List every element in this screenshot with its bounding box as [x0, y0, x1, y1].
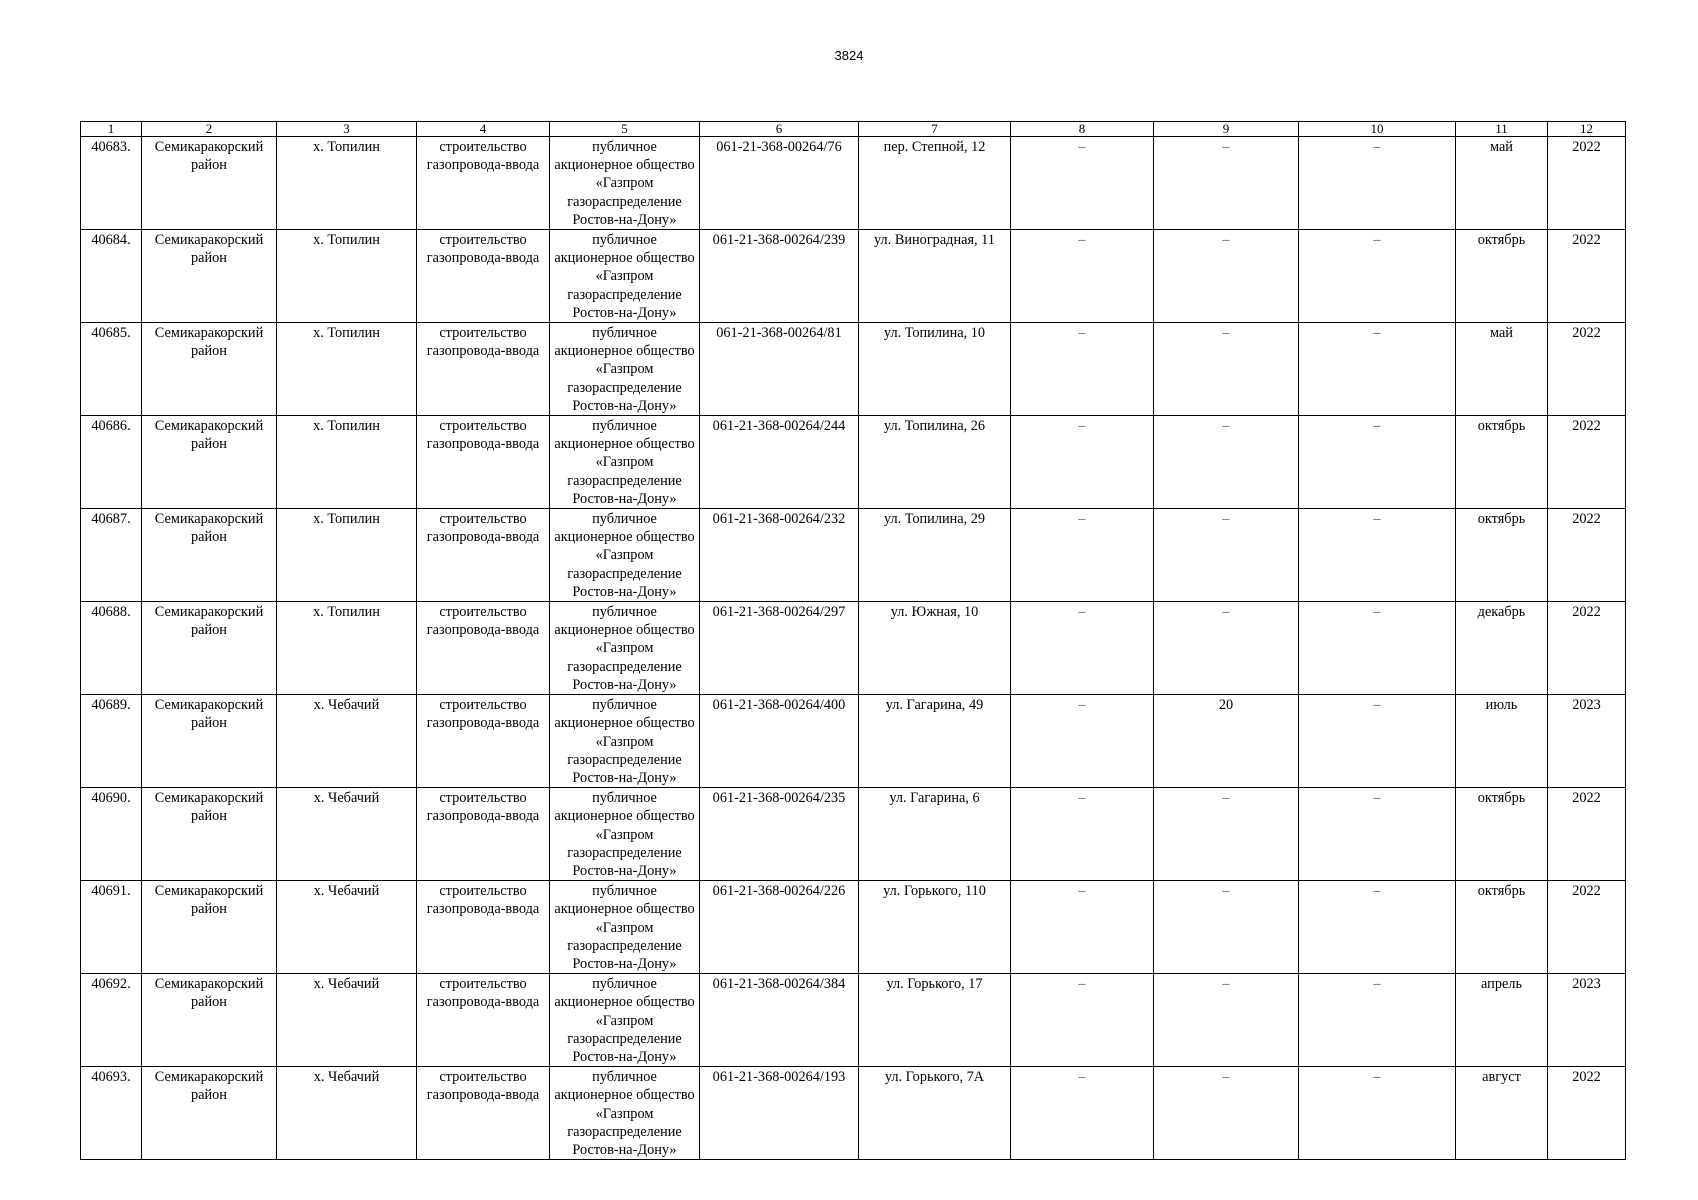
- column-number-6: 6: [700, 122, 859, 137]
- settlement-cell: х. Топилин: [277, 230, 417, 323]
- year-cell: 2023: [1548, 695, 1626, 788]
- settlement-cell: х. Чебачий: [277, 1067, 417, 1160]
- work-type-cell: строительство газопровода-ввода: [417, 323, 550, 416]
- column-8-cell: –: [1011, 695, 1154, 788]
- address-cell: ул. Топилина, 29: [859, 509, 1011, 602]
- row-number-cell: 40684.: [81, 230, 142, 323]
- column-9-cell: –: [1154, 974, 1299, 1067]
- registry-code-cell: 061-21-368-00264/235: [700, 788, 859, 881]
- column-9-cell: 20: [1154, 695, 1299, 788]
- settlement-cell: х. Топилин: [277, 509, 417, 602]
- column-9-cell: –: [1154, 788, 1299, 881]
- year-cell: 2022: [1548, 1067, 1626, 1160]
- table-row: [81, 695, 1626, 788]
- column-number-row: [81, 122, 1626, 137]
- address-cell: пер. Степной, 12: [859, 137, 1011, 230]
- column-number-3: 3: [277, 122, 417, 137]
- gas-connection-table: [80, 121, 1626, 1160]
- district-cell: Семикаракорский район: [142, 416, 277, 509]
- column-9-cell: –: [1154, 230, 1299, 323]
- settlement-cell: х. Топилин: [277, 323, 417, 416]
- address-cell: ул. Гагарина, 6: [859, 788, 1011, 881]
- column-number-4: 4: [417, 122, 550, 137]
- row-number-cell: 40691.: [81, 881, 142, 974]
- registry-code-cell: 061-21-368-00264/226: [700, 881, 859, 974]
- column-10-cell: –: [1299, 695, 1456, 788]
- column-number-12: 12: [1548, 122, 1626, 137]
- page-number: 3824: [834, 48, 864, 63]
- column-number-10: 10: [1299, 122, 1456, 137]
- column-10-cell: –: [1299, 416, 1456, 509]
- organization-cell: публичное акционерное общество «Газпром газораспределение Ростов-на-Дону»: [550, 602, 700, 695]
- column-9-cell: –: [1154, 1067, 1299, 1160]
- column-10-cell: –: [1299, 1067, 1456, 1160]
- table-row: [81, 323, 1626, 416]
- row-number-cell: 40692.: [81, 974, 142, 1067]
- registry-code-cell: 061-21-368-00264/384: [700, 974, 859, 1067]
- column-10-cell: –: [1299, 602, 1456, 695]
- table-row: [81, 416, 1626, 509]
- organization-cell: публичное акционерное общество «Газпром газораспределение Ростов-на-Дону»: [550, 974, 700, 1067]
- column-10-cell: –: [1299, 881, 1456, 974]
- work-type-cell: строительство газопровода-ввода: [417, 881, 550, 974]
- column-number-9: 9: [1154, 122, 1299, 137]
- row-number-cell: 40686.: [81, 416, 142, 509]
- work-type-cell: строительство газопровода-ввода: [417, 602, 550, 695]
- registry-code-cell: 061-21-368-00264/76: [700, 137, 859, 230]
- year-cell: 2022: [1548, 788, 1626, 881]
- column-9-cell: –: [1154, 881, 1299, 974]
- address-cell: ул. Горького, 7А: [859, 1067, 1011, 1160]
- month-cell: апрель: [1456, 974, 1548, 1067]
- organization-cell: публичное акционерное общество «Газпром газораспределение Ростов-на-Дону»: [550, 509, 700, 602]
- district-cell: Семикаракорский район: [142, 881, 277, 974]
- column-10-cell: –: [1299, 788, 1456, 881]
- column-8-cell: –: [1011, 230, 1154, 323]
- address-cell: ул. Горького, 17: [859, 974, 1011, 1067]
- year-cell: 2022: [1548, 602, 1626, 695]
- column-8-cell: –: [1011, 137, 1154, 230]
- month-cell: май: [1456, 323, 1548, 416]
- column-10-cell: –: [1299, 230, 1456, 323]
- column-9-cell: –: [1154, 416, 1299, 509]
- table-row: [81, 137, 1626, 230]
- table-row: [81, 509, 1626, 602]
- table-row: [81, 230, 1626, 323]
- column-9-cell: –: [1154, 323, 1299, 416]
- column-8-cell: –: [1011, 788, 1154, 881]
- work-type-cell: строительство газопровода-ввода: [417, 1067, 550, 1160]
- column-9-cell: –: [1154, 137, 1299, 230]
- column-8-cell: –: [1011, 1067, 1154, 1160]
- column-10-cell: –: [1299, 509, 1456, 602]
- organization-cell: публичное акционерное общество «Газпром газораспределение Ростов-на-Дону»: [550, 230, 700, 323]
- table-row: [81, 788, 1626, 881]
- row-number-cell: 40689.: [81, 695, 142, 788]
- address-cell: ул. Гагарина, 49: [859, 695, 1011, 788]
- registry-code-cell: 061-21-368-00264/244: [700, 416, 859, 509]
- organization-cell: публичное акционерное общество «Газпром газораспределение Ростов-на-Дону»: [550, 323, 700, 416]
- year-cell: 2023: [1548, 974, 1626, 1067]
- year-cell: 2022: [1548, 509, 1626, 602]
- column-8-cell: –: [1011, 323, 1154, 416]
- registry-code-cell: 061-21-368-00264/193: [700, 1067, 859, 1160]
- address-cell: ул. Южная, 10: [859, 602, 1011, 695]
- district-cell: Семикаракорский район: [142, 788, 277, 881]
- settlement-cell: х. Чебачий: [277, 974, 417, 1067]
- address-cell: ул. Топилина, 10: [859, 323, 1011, 416]
- year-cell: 2022: [1548, 230, 1626, 323]
- column-number-8: 8: [1011, 122, 1154, 137]
- column-number-5: 5: [550, 122, 700, 137]
- column-8-cell: –: [1011, 881, 1154, 974]
- year-cell: 2022: [1548, 323, 1626, 416]
- row-number-cell: 40690.: [81, 788, 142, 881]
- year-cell: 2022: [1548, 416, 1626, 509]
- column-9-cell: –: [1154, 509, 1299, 602]
- district-cell: Семикаракорский район: [142, 602, 277, 695]
- table-row: [81, 1067, 1626, 1160]
- work-type-cell: строительство газопровода-ввода: [417, 230, 550, 323]
- registry-code-cell: 061-21-368-00264/400: [700, 695, 859, 788]
- registry-code-cell: 061-21-368-00264/81: [700, 323, 859, 416]
- table-row: [81, 881, 1626, 974]
- row-number-cell: 40683.: [81, 137, 142, 230]
- column-9-cell: –: [1154, 602, 1299, 695]
- district-cell: Семикаракорский район: [142, 695, 277, 788]
- month-cell: август: [1456, 1067, 1548, 1160]
- table-row: [81, 974, 1626, 1067]
- work-type-cell: строительство газопровода-ввода: [417, 137, 550, 230]
- settlement-cell: х. Топилин: [277, 602, 417, 695]
- month-cell: июль: [1456, 695, 1548, 788]
- district-cell: Семикаракорский район: [142, 974, 277, 1067]
- address-cell: ул. Горького, 110: [859, 881, 1011, 974]
- settlement-cell: х. Топилин: [277, 416, 417, 509]
- district-cell: Семикаракорский район: [142, 1067, 277, 1160]
- organization-cell: публичное акционерное общество «Газпром газораспределение Ростов-на-Дону»: [550, 1067, 700, 1160]
- registry-code-cell: 061-21-368-00264/239: [700, 230, 859, 323]
- column-10-cell: –: [1299, 974, 1456, 1067]
- month-cell: октябрь: [1456, 881, 1548, 974]
- column-8-cell: –: [1011, 509, 1154, 602]
- column-8-cell: –: [1011, 602, 1154, 695]
- row-number-cell: 40687.: [81, 509, 142, 602]
- month-cell: октябрь: [1456, 788, 1548, 881]
- organization-cell: публичное акционерное общество «Газпром газораспределение Ростов-на-Дону»: [550, 881, 700, 974]
- table-row: [81, 602, 1626, 695]
- address-cell: ул. Виноградная, 11: [859, 230, 1011, 323]
- district-cell: Семикаракорский район: [142, 137, 277, 230]
- district-cell: Семикаракорский район: [142, 323, 277, 416]
- district-cell: Семикаракорский район: [142, 509, 277, 602]
- column-8-cell: –: [1011, 416, 1154, 509]
- organization-cell: публичное акционерное общество «Газпром газораспределение Ростов-на-Дону»: [550, 416, 700, 509]
- year-cell: 2022: [1548, 137, 1626, 230]
- column-8-cell: –: [1011, 974, 1154, 1067]
- column-10-cell: –: [1299, 323, 1456, 416]
- work-type-cell: строительство газопровода-ввода: [417, 416, 550, 509]
- month-cell: май: [1456, 137, 1548, 230]
- settlement-cell: х. Чебачий: [277, 695, 417, 788]
- work-type-cell: строительство газопровода-ввода: [417, 509, 550, 602]
- month-cell: октябрь: [1456, 230, 1548, 323]
- organization-cell: публичное акционерное общество «Газпром газораспределение Ростов-на-Дону»: [550, 788, 700, 881]
- month-cell: декабрь: [1456, 602, 1548, 695]
- settlement-cell: х. Топилин: [277, 137, 417, 230]
- column-number-2: 2: [142, 122, 277, 137]
- registry-code-cell: 061-21-368-00264/232: [700, 509, 859, 602]
- district-cell: Семикаракорский район: [142, 230, 277, 323]
- column-number-1: 1: [81, 122, 142, 137]
- settlement-cell: х. Чебачий: [277, 881, 417, 974]
- address-cell: ул. Топилина, 26: [859, 416, 1011, 509]
- work-type-cell: строительство газопровода-ввода: [417, 974, 550, 1067]
- table-body: [81, 137, 1626, 1160]
- year-cell: 2022: [1548, 881, 1626, 974]
- work-type-cell: строительство газопровода-ввода: [417, 788, 550, 881]
- row-number-cell: 40685.: [81, 323, 142, 416]
- row-number-cell: 40693.: [81, 1067, 142, 1160]
- column-number-7: 7: [859, 122, 1011, 137]
- month-cell: октябрь: [1456, 509, 1548, 602]
- settlement-cell: х. Чебачий: [277, 788, 417, 881]
- row-number-cell: 40688.: [81, 602, 142, 695]
- column-10-cell: –: [1299, 137, 1456, 230]
- month-cell: октябрь: [1456, 416, 1548, 509]
- registry-code-cell: 061-21-368-00264/297: [700, 602, 859, 695]
- organization-cell: публичное акционерное общество «Газпром газораспределение Ростов-на-Дону»: [550, 137, 700, 230]
- organization-cell: публичное акционерное общество «Газпром газораспределение Ростов-на-Дону»: [550, 695, 700, 788]
- column-number-11: 11: [1456, 122, 1548, 137]
- work-type-cell: строительство газопровода-ввода: [417, 695, 550, 788]
